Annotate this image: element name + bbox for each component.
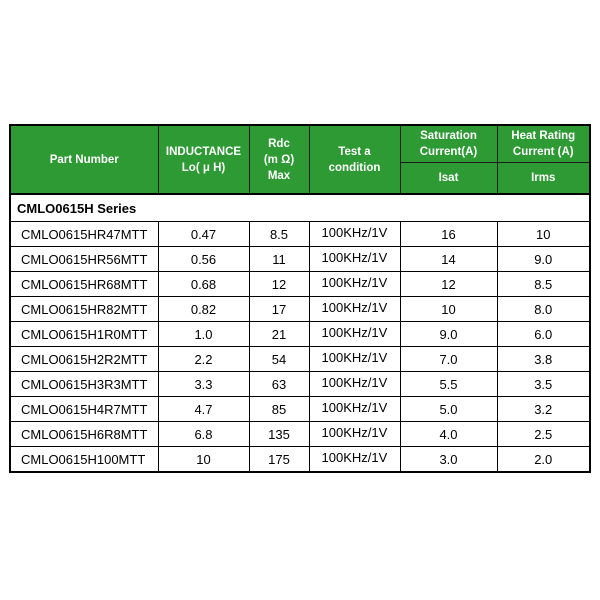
- table-row: [10, 322, 590, 347]
- header-test-condition: Test a condition: [309, 125, 400, 194]
- irms-cell: 2.0: [497, 447, 590, 473]
- inductance-cell: 10: [158, 447, 249, 473]
- header-rdc: Rdc (m Ω) Max: [249, 125, 309, 194]
- rdc-cell: 12: [249, 272, 309, 297]
- rdc-cell: 54: [249, 347, 309, 372]
- table-row: [10, 447, 590, 473]
- irms-cell: 9.0: [497, 247, 590, 272]
- part-number-cell: CMLO0615H6R8MTT: [10, 422, 158, 447]
- test-condition-cell: 100KHz/1V: [309, 222, 400, 247]
- test-condition-cell: 100KHz/1V: [309, 372, 400, 397]
- table-row: [10, 347, 590, 372]
- irms-cell: 2.5: [497, 422, 590, 447]
- table-row: [10, 272, 590, 297]
- part-number-cell: CMLO0615HR56MTT: [10, 247, 158, 272]
- test-condition-cell: 100KHz/1V: [309, 297, 400, 322]
- inductance-cell: 0.82: [158, 297, 249, 322]
- series-label: CMLO0615H Series: [10, 194, 590, 222]
- rdc-cell: 11: [249, 247, 309, 272]
- part-number-cell: CMLO0615H1R0MTT: [10, 322, 158, 347]
- test-condition-cell: 100KHz/1V: [309, 322, 400, 347]
- inductance-cell: 1.0: [158, 322, 249, 347]
- rdc-cell: 85: [249, 397, 309, 422]
- header-part-number: Part Number: [10, 125, 158, 194]
- inductance-cell: 3.3: [158, 372, 249, 397]
- table-row: [10, 297, 590, 322]
- table-row: [10, 247, 590, 272]
- irms-cell: 3.2: [497, 397, 590, 422]
- table-row: [10, 397, 590, 422]
- isat-cell: 5.5: [400, 372, 497, 397]
- part-number-cell: CMLO0615H100MTT: [10, 447, 158, 473]
- test-condition-cell: 100KHz/1V: [309, 272, 400, 297]
- inductance-cell: 0.47: [158, 222, 249, 247]
- rdc-cell: 175: [249, 447, 309, 473]
- isat-cell: 4.0: [400, 422, 497, 447]
- test-condition-cell: 100KHz/1V: [309, 397, 400, 422]
- rdc-cell: 21: [249, 322, 309, 347]
- part-number-cell: CMLO0615HR68MTT: [10, 272, 158, 297]
- part-number-cell: CMLO0615H2R2MTT: [10, 347, 158, 372]
- irms-cell: 3.5: [497, 372, 590, 397]
- irms-cell: 10: [497, 222, 590, 247]
- table-row: [10, 222, 590, 247]
- isat-cell: 14: [400, 247, 497, 272]
- spec-table: [9, 124, 591, 473]
- isat-cell: 10: [400, 297, 497, 322]
- inductance-cell: 2.2: [158, 347, 249, 372]
- isat-cell: 7.0: [400, 347, 497, 372]
- header-saturation-current: Saturation Current(A): [400, 125, 497, 163]
- irms-cell: 6.0: [497, 322, 590, 347]
- irms-cell: 8.0: [497, 297, 590, 322]
- header-heat-rating-current: Heat Rating Current (A): [497, 125, 590, 163]
- test-condition-cell: 100KHz/1V: [309, 422, 400, 447]
- series-row: [10, 194, 590, 222]
- test-condition-cell: 100KHz/1V: [309, 247, 400, 272]
- isat-cell: 12: [400, 272, 497, 297]
- inductance-cell: 4.7: [158, 397, 249, 422]
- rdc-cell: 135: [249, 422, 309, 447]
- part-number-cell: CMLO0615HR47MTT: [10, 222, 158, 247]
- table-row: [10, 422, 590, 447]
- irms-cell: 8.5: [497, 272, 590, 297]
- isat-cell: 9.0: [400, 322, 497, 347]
- part-number-cell: CMLO0615HR82MTT: [10, 297, 158, 322]
- table-row: [10, 372, 590, 397]
- test-condition-cell: 100KHz/1V: [309, 347, 400, 372]
- inductance-cell: 6.8: [158, 422, 249, 447]
- inductance-cell: 0.68: [158, 272, 249, 297]
- rdc-cell: 17: [249, 297, 309, 322]
- inductance-cell: 0.56: [158, 247, 249, 272]
- header-isat: Isat: [400, 163, 497, 195]
- isat-cell: 16: [400, 222, 497, 247]
- part-number-cell: CMLO0615H3R3MTT: [10, 372, 158, 397]
- rdc-cell: 8.5: [249, 222, 309, 247]
- test-condition-cell: 100KHz/1V: [309, 447, 400, 473]
- header-inductance: INDUCTANCE Lo( μ H): [158, 125, 249, 194]
- isat-cell: 3.0: [400, 447, 497, 473]
- rdc-cell: 63: [249, 372, 309, 397]
- header-irms: Irms: [497, 163, 590, 195]
- part-number-cell: CMLO0615H4R7MTT: [10, 397, 158, 422]
- isat-cell: 5.0: [400, 397, 497, 422]
- irms-cell: 3.8: [497, 347, 590, 372]
